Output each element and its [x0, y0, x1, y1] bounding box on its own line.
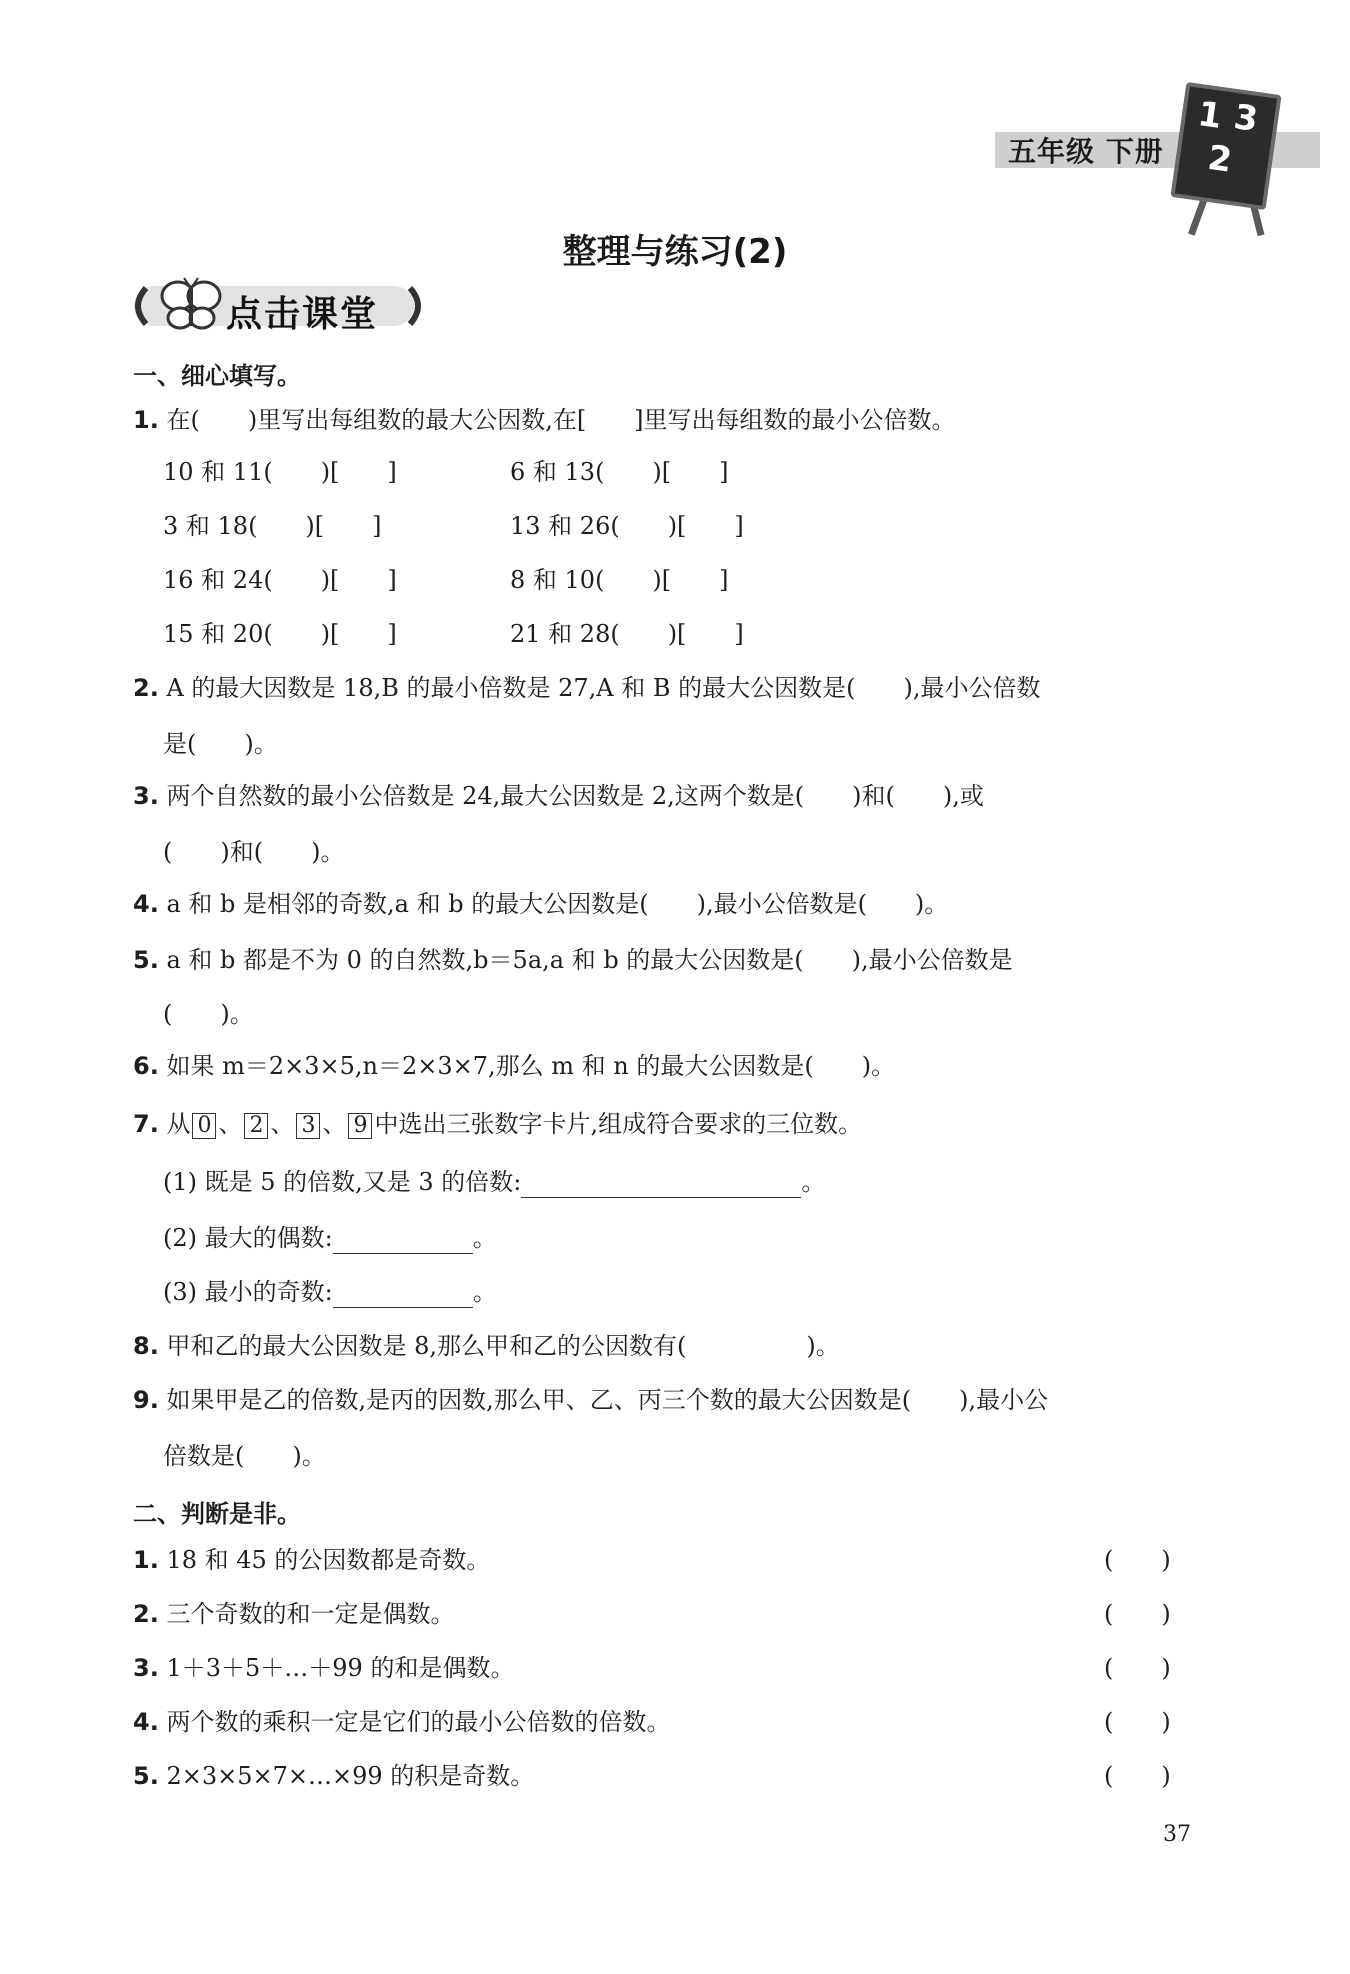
subquestion-2 — [163, 1222, 497, 1254]
judge-item-5 — [133, 1760, 534, 1792]
question-number: 4. — [133, 1708, 159, 1736]
page-title: 整理与练习(2) — [562, 232, 788, 272]
answer-parens[interactable]: ( ) — [1104, 1708, 1171, 1736]
answer-parens[interactable]: ( ) — [1104, 1654, 1171, 1682]
judge-item-1 — [133, 1544, 490, 1576]
question-number: 9. — [133, 1386, 159, 1414]
subquestion-3 — [163, 1276, 497, 1308]
subquestion-label: (2) 最大的偶数: — [163, 1224, 333, 1252]
question-text: 中选出三张数字卡片,组成符合要求的三位数。 — [374, 1110, 863, 1138]
subquestion-end: 。 — [472, 1278, 497, 1306]
board-digit: 1 — [1195, 94, 1225, 137]
question-number: 5. — [133, 946, 159, 974]
section-heading: 二、判断是非。 — [133, 1500, 301, 1528]
question-text: 三个奇数的和一定是偶数。 — [166, 1600, 455, 1628]
butterfly-icon — [156, 276, 226, 334]
digit-card: 2 — [244, 1113, 268, 1139]
banner-right-cap-icon — [406, 284, 430, 328]
question-text: 从 — [166, 1110, 191, 1138]
question-number: 8. — [133, 1332, 159, 1360]
question-number: 2. — [133, 1600, 159, 1628]
question-text: A 的最大因数是 18,B 的最小倍数是 27,A 和 B 的最大公因数是( ),最小公倍数 — [166, 674, 1041, 702]
question-3 — [133, 780, 984, 812]
subquestion-end: 。 — [472, 1224, 497, 1252]
pair-left: 16 和 24( )[ ] — [163, 566, 397, 594]
question-number: 1. — [133, 1546, 159, 1574]
separator: 、 — [270, 1110, 295, 1138]
chalkboard — [1170, 82, 1281, 210]
board-digit: 2 — [1205, 137, 1235, 181]
pair-left: 3 和 18( )[ ] — [163, 512, 382, 540]
question-text: a 和 b 都是不为 0 的自然数,b＝5a,a 和 b 的最大公因数是( ),最小公倍数是 — [166, 946, 1013, 974]
pair-left: 10 和 11( )[ ] — [163, 458, 397, 486]
question-4 — [133, 888, 948, 920]
question-text: 两个自然数的最小公倍数是 24,最大公因数是 2,这两个数是( )和( ),或 — [166, 782, 984, 810]
question-text-cont: 倍数是( )。 — [163, 1442, 326, 1470]
question-6 — [133, 1050, 895, 1082]
question-number: 3. — [133, 782, 159, 810]
subquestion-1 — [163, 1166, 825, 1198]
question-9 — [133, 1384, 1048, 1416]
question-text: 2×3×5×7×…×99 的积是奇数。 — [166, 1762, 535, 1790]
question-text-cont: ( )和( )。 — [163, 838, 345, 866]
answer-parens[interactable]: ( ) — [1104, 1600, 1171, 1628]
banner-label: 点击课堂 — [226, 294, 379, 335]
pair-right: 13 和 26( )[ ] — [510, 512, 744, 540]
digit-card: 3 — [296, 1113, 320, 1139]
judge-item-4 — [133, 1706, 670, 1738]
pair-right: 21 和 28( )[ ] — [510, 620, 744, 648]
answer-parens[interactable]: ( ) — [1104, 1762, 1171, 1790]
question-2 — [133, 672, 1041, 704]
judge-item-3 — [133, 1652, 514, 1684]
board-digit: 3 — [1231, 97, 1261, 140]
question-number: 3. — [133, 1654, 159, 1682]
pair-right: 6 和 13( )[ ] — [510, 458, 729, 486]
subquestion-label: (3) 最小的奇数: — [163, 1278, 333, 1306]
question-text: 甲和乙的最大公因数是 8,那么甲和乙的公因数有( )。 — [166, 1332, 840, 1360]
question-number: 1. — [133, 406, 159, 434]
question-text-cont: 是( )。 — [163, 730, 278, 758]
section-banner — [126, 276, 426, 334]
answer-parens[interactable]: ( ) — [1104, 1546, 1171, 1574]
question-text: 1＋3＋5＋…＋99 的和是偶数。 — [166, 1654, 515, 1682]
grade-label: 五年级 下册 — [1008, 135, 1164, 168]
answer-blank[interactable] — [333, 1281, 473, 1308]
answer-blank[interactable] — [333, 1227, 473, 1254]
question-text: 两个数的乘积一定是它们的最小公倍数的倍数。 — [166, 1708, 671, 1736]
question-number: 4. — [133, 890, 159, 918]
subquestion-label: (1) 既是 5 的倍数,又是 3 的倍数: — [163, 1168, 522, 1196]
section-heading: 一、细心填写。 — [133, 362, 301, 390]
separator: 、 — [322, 1110, 347, 1138]
question-1 — [133, 404, 956, 436]
question-number: 7. — [133, 1110, 159, 1138]
pair-right: 8 和 10( )[ ] — [510, 566, 729, 594]
digit-card: 9 — [348, 1113, 372, 1139]
answer-blank[interactable] — [521, 1171, 801, 1198]
subquestion-end: 。 — [801, 1168, 826, 1196]
judge-item-2 — [133, 1598, 454, 1630]
banner-left-cap-icon — [126, 284, 150, 328]
question-number: 2. — [133, 674, 159, 702]
question-text-cont: ( )。 — [163, 1000, 254, 1028]
question-text: a 和 b 是相邻的奇数,a 和 b 的最大公因数是( ),最小公倍数是( )。 — [166, 890, 949, 918]
question-8 — [133, 1330, 840, 1362]
pair-left: 15 和 20( )[ ] — [163, 620, 397, 648]
digit-card: 0 — [192, 1113, 216, 1139]
question-number: 6. — [133, 1052, 159, 1080]
separator: 、 — [218, 1110, 243, 1138]
question-text: 如果 m＝2×3×5,n＝2×3×7,那么 m 和 n 的最大公因数是( )。 — [166, 1052, 896, 1080]
question-text: 18 和 45 的公因数都是奇数。 — [166, 1546, 491, 1574]
page-number: 37 — [1163, 1822, 1191, 1847]
question-text: 如果甲是乙的倍数,是丙的因数,那么甲、乙、丙三个数的最大公因数是( ),最小公 — [166, 1386, 1049, 1414]
question-text: 在( )里写出每组数的最大公因数,在[ ]里写出每组数的最小公倍数。 — [166, 406, 956, 434]
question-7 — [133, 1108, 862, 1140]
question-number: 5. — [133, 1762, 159, 1790]
question-5 — [133, 944, 1013, 976]
